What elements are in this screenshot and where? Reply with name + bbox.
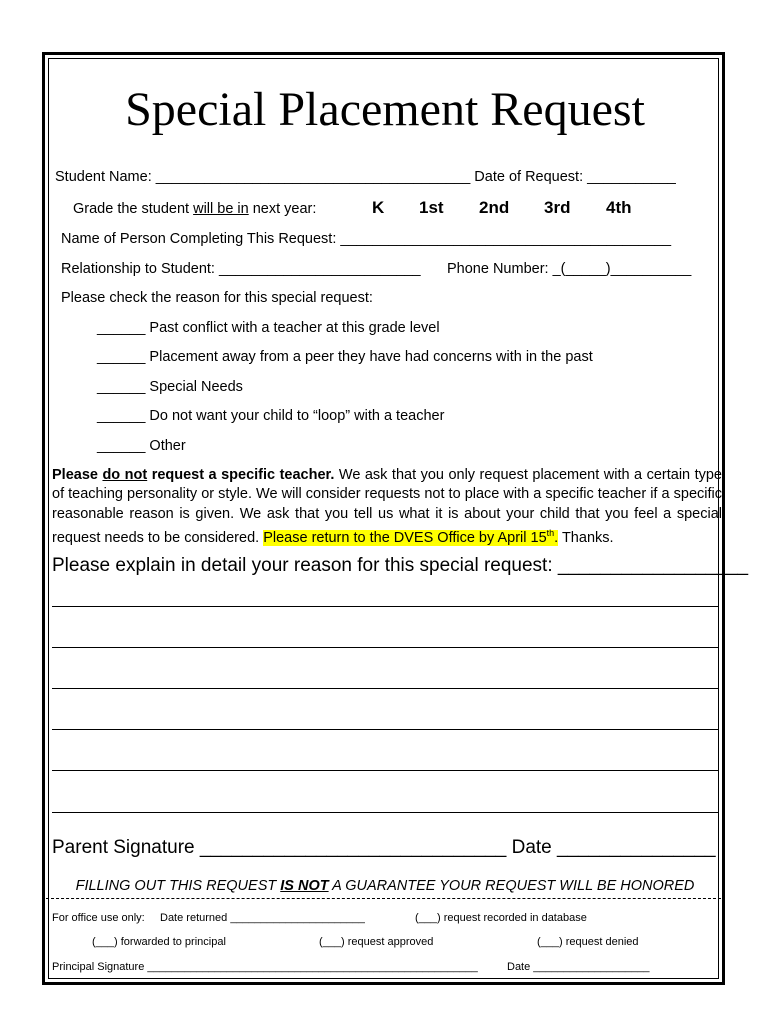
relationship-label: Relationship to Student:	[61, 261, 219, 277]
reason-item	[97, 438, 186, 454]
reason-label: Special Needs	[149, 379, 243, 395]
date-of-request-label: Date of Request:	[470, 169, 588, 185]
reason-checkbox[interactable]: ______	[97, 379, 146, 395]
person-completing-field[interactable]: _________________________________________	[340, 231, 672, 247]
explain-line[interactable]	[52, 606, 718, 607]
request-denied-check[interactable]: (___) request denied	[537, 936, 639, 948]
check-reason-label: Please check the reason for this special request:	[61, 290, 373, 306]
relationship-field[interactable]: _________________________	[219, 261, 421, 277]
grade-label-underlined: will be in	[193, 201, 249, 217]
reason-label: Do not want your child to “loop” with a teacher	[149, 408, 445, 424]
explain-label: Please explain in detail your reason for this special request:	[52, 555, 558, 576]
parent-signature-label: Parent Signature	[52, 837, 200, 858]
grade-label	[73, 201, 316, 217]
explain-line[interactable]	[52, 688, 718, 689]
office-use-label: For office use only:	[52, 912, 145, 924]
phone-number-field[interactable]: Phone Number: _(_____)__________	[447, 261, 692, 277]
reason-item	[97, 408, 444, 424]
instructions-text: We ask that you only request placement with a certain type of teaching personality or style. We will consider requests not to place with a specific teacher if a specific reasonable reason is given. We ask that you tell us what it is about your child that you feel a special request needs to be considered.	[52, 467, 722, 546]
grade-option-k[interactable]: K	[372, 198, 385, 217]
principal-signature-field[interactable]: Principal Signature ______________________________________________________	[52, 961, 478, 973]
instructions-bold-1: Please	[52, 467, 103, 483]
reason-item	[97, 379, 243, 395]
reason-label: Past conflict with a teacher at this grade level	[149, 320, 440, 336]
grade-option-1st[interactable]: 1st	[419, 198, 444, 217]
guarantee-notice	[0, 878, 770, 894]
instructions-thanks: Thanks.	[558, 529, 614, 546]
explain-line[interactable]	[52, 647, 718, 648]
person-completing-label: Name of Person Completing This Request:	[61, 231, 341, 247]
explain-line[interactable]	[52, 812, 718, 813]
grade-label-prefix: Grade the student	[73, 201, 194, 217]
relationship-row	[61, 261, 421, 277]
grade-label-suffix: next year:	[248, 201, 317, 217]
return-deadline-text: Please return to the DVES Office by April 15	[263, 529, 547, 546]
form-title: Special Placement Request	[125, 83, 645, 136]
explain-row	[52, 555, 748, 577]
student-name-row	[55, 169, 676, 185]
reason-label: Placement away from a peer they have had concerns with in the past	[149, 349, 593, 365]
return-deadline-end: .	[554, 529, 559, 546]
office-divider	[46, 898, 721, 899]
signature-date-label: Date	[506, 837, 558, 858]
person-completing-row	[61, 231, 671, 247]
explain-line[interactable]	[52, 770, 718, 771]
parent-signature-field[interactable]: _____________________________	[199, 837, 507, 858]
explain-first-line[interactable]: __________________	[557, 555, 749, 576]
reason-label: Other	[149, 438, 186, 454]
signature-date-field[interactable]: _______________	[557, 837, 716, 858]
office-date-field[interactable]: Date ___________________	[507, 961, 650, 973]
instructions-bold-2: request a specific teacher.	[147, 467, 335, 483]
reason-item	[97, 320, 440, 336]
reason-checkbox[interactable]: ______	[97, 349, 146, 365]
parent-signature-row	[52, 837, 716, 859]
student-name-field[interactable]: _______________________________________	[155, 169, 471, 185]
reason-checkbox[interactable]: ______	[97, 438, 146, 454]
reason-checkbox[interactable]: ______	[97, 408, 146, 424]
instructions-bold-underlined: do not	[102, 467, 148, 483]
date-returned-field[interactable]: Date returned ______________________	[160, 912, 365, 924]
forwarded-to-principal-check[interactable]: (___) forwarded to principal	[92, 936, 226, 948]
explain-line[interactable]	[52, 729, 718, 730]
return-deadline-sup: th	[546, 527, 555, 538]
guarantee-notice-part2: A GUARANTEE YOUR REQUEST WILL BE HONORED	[328, 878, 695, 894]
guarantee-notice-emphasis: IS NOT	[280, 878, 329, 894]
grade-option-4th[interactable]: 4th	[606, 198, 632, 217]
request-approved-check[interactable]: (___) request approved	[319, 936, 434, 948]
guarantee-notice-part1: FILLING OUT THIS REQUEST	[75, 878, 281, 894]
grade-option-3rd[interactable]: 3rd	[544, 198, 571, 217]
reason-checkbox[interactable]: ______	[97, 320, 146, 336]
reason-item	[97, 349, 593, 365]
date-of-request-field[interactable]: ___________	[587, 169, 676, 185]
grade-option-2nd[interactable]: 2nd	[479, 198, 510, 217]
recorded-in-database-check[interactable]: (___) request recorded in database	[415, 912, 587, 924]
instructions-paragraph	[52, 466, 722, 548]
return-deadline-highlight	[263, 527, 559, 546]
student-name-label: Student Name:	[55, 169, 156, 185]
